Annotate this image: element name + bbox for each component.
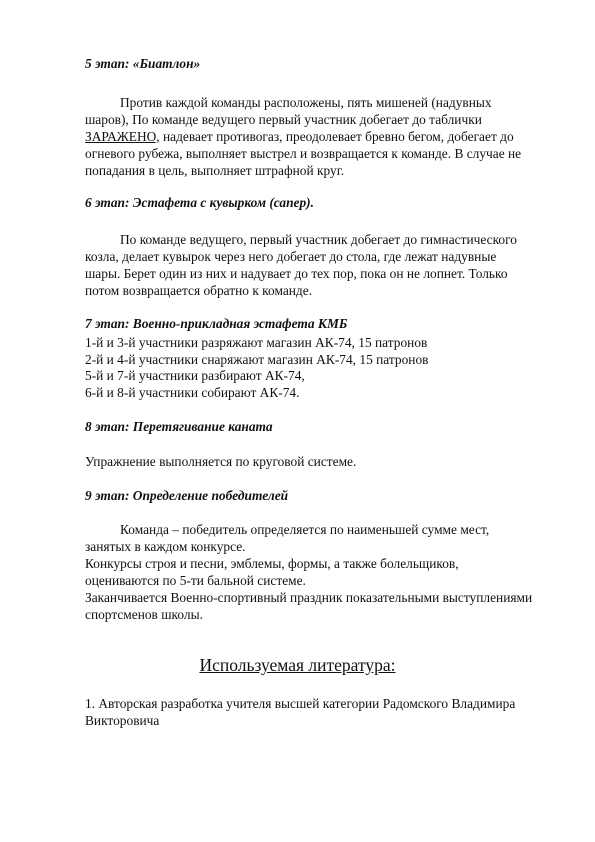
- stage6-line-1: По команде ведущего, первый участник добегает до гимнастического: [120, 232, 517, 247]
- stage5-line-3-rest: надевает противогаз, преодолевает бревно бегом, добегает до: [159, 129, 514, 144]
- stage9-line-5: Заканчивается Военно-спортивный праздник показательными выступлениями: [85, 590, 533, 605]
- stage9-line-4: оцениваются по 5-ти бальной системе.: [85, 573, 306, 588]
- stage7-line-4: 6-й и 8-й участники собирают АК-74.: [85, 385, 300, 400]
- stage9-heading: 9 этап: Определение победителей: [85, 488, 289, 503]
- contaminated-sign-text: ЗАРАЖЕНО,: [85, 129, 160, 144]
- stage7-line-3: 5-й и 7-й участники разбирают АК-74,: [85, 368, 305, 383]
- stage5-line-1: Против каждой команды расположены, пять мишеней (надувных: [120, 95, 492, 110]
- stage9-line-3: Конкурсы строя и песни, эмблемы, формы, а также болельщиков,: [85, 556, 459, 571]
- stage5-line-3: [85, 129, 514, 145]
- stage9-line-1: Команда – победитель определяется по наименьшей сумме мест,: [120, 522, 490, 537]
- stage7-line-1: 1-й и 3-й участники разряжают магазин АК-74, 15 патронов: [85, 335, 428, 350]
- stage9-line-2: занятых в каждом конкурсе.: [85, 539, 246, 554]
- literature-line-2: Викторовича: [85, 713, 160, 728]
- stage6-line-4: потом возвращается обратно к команде.: [85, 283, 313, 298]
- stage9-line-6: спортсменов школы.: [85, 607, 203, 622]
- stage5-heading: 5 этап: «Биатлон»: [85, 56, 201, 71]
- literature-line-1: 1. Авторская разработка учителя высшей категории Радомского Владимира: [85, 696, 516, 711]
- stage6-line-2: козла, делает кувырок через него добегает до стола, где лежат надувные: [85, 249, 497, 264]
- stage6-line-3: шары. Берет один из них и надувает до тех пор, пока он не лопнет. Только: [85, 266, 508, 281]
- stage8-line-1: Упражнение выполняется по круговой системе.: [85, 454, 357, 469]
- stage6-heading: 6 этап: Эстафета с кувырком (сапер).: [85, 195, 314, 210]
- stage7-heading: 7 этап: Военно-прикладная эстафета КМБ: [85, 316, 348, 331]
- stage7-line-2: 2-й и 4-й участники снаряжают магазин АК-74, 15 патронов: [85, 352, 429, 367]
- stage5-line-5: попадания в цель, выполняет штрафной круг.: [85, 163, 345, 178]
- stage8-heading: 8 этап: Перетягивание каната: [85, 419, 273, 434]
- stage5-line-4: огневого рубежа, выполняет выстрел и возвращается к команде. В случае не: [85, 146, 522, 161]
- stage5-line-2: шаров), По команде ведущего первый участник добегает до таблички: [85, 112, 482, 127]
- literature-title: Используемая литература:: [199, 655, 396, 675]
